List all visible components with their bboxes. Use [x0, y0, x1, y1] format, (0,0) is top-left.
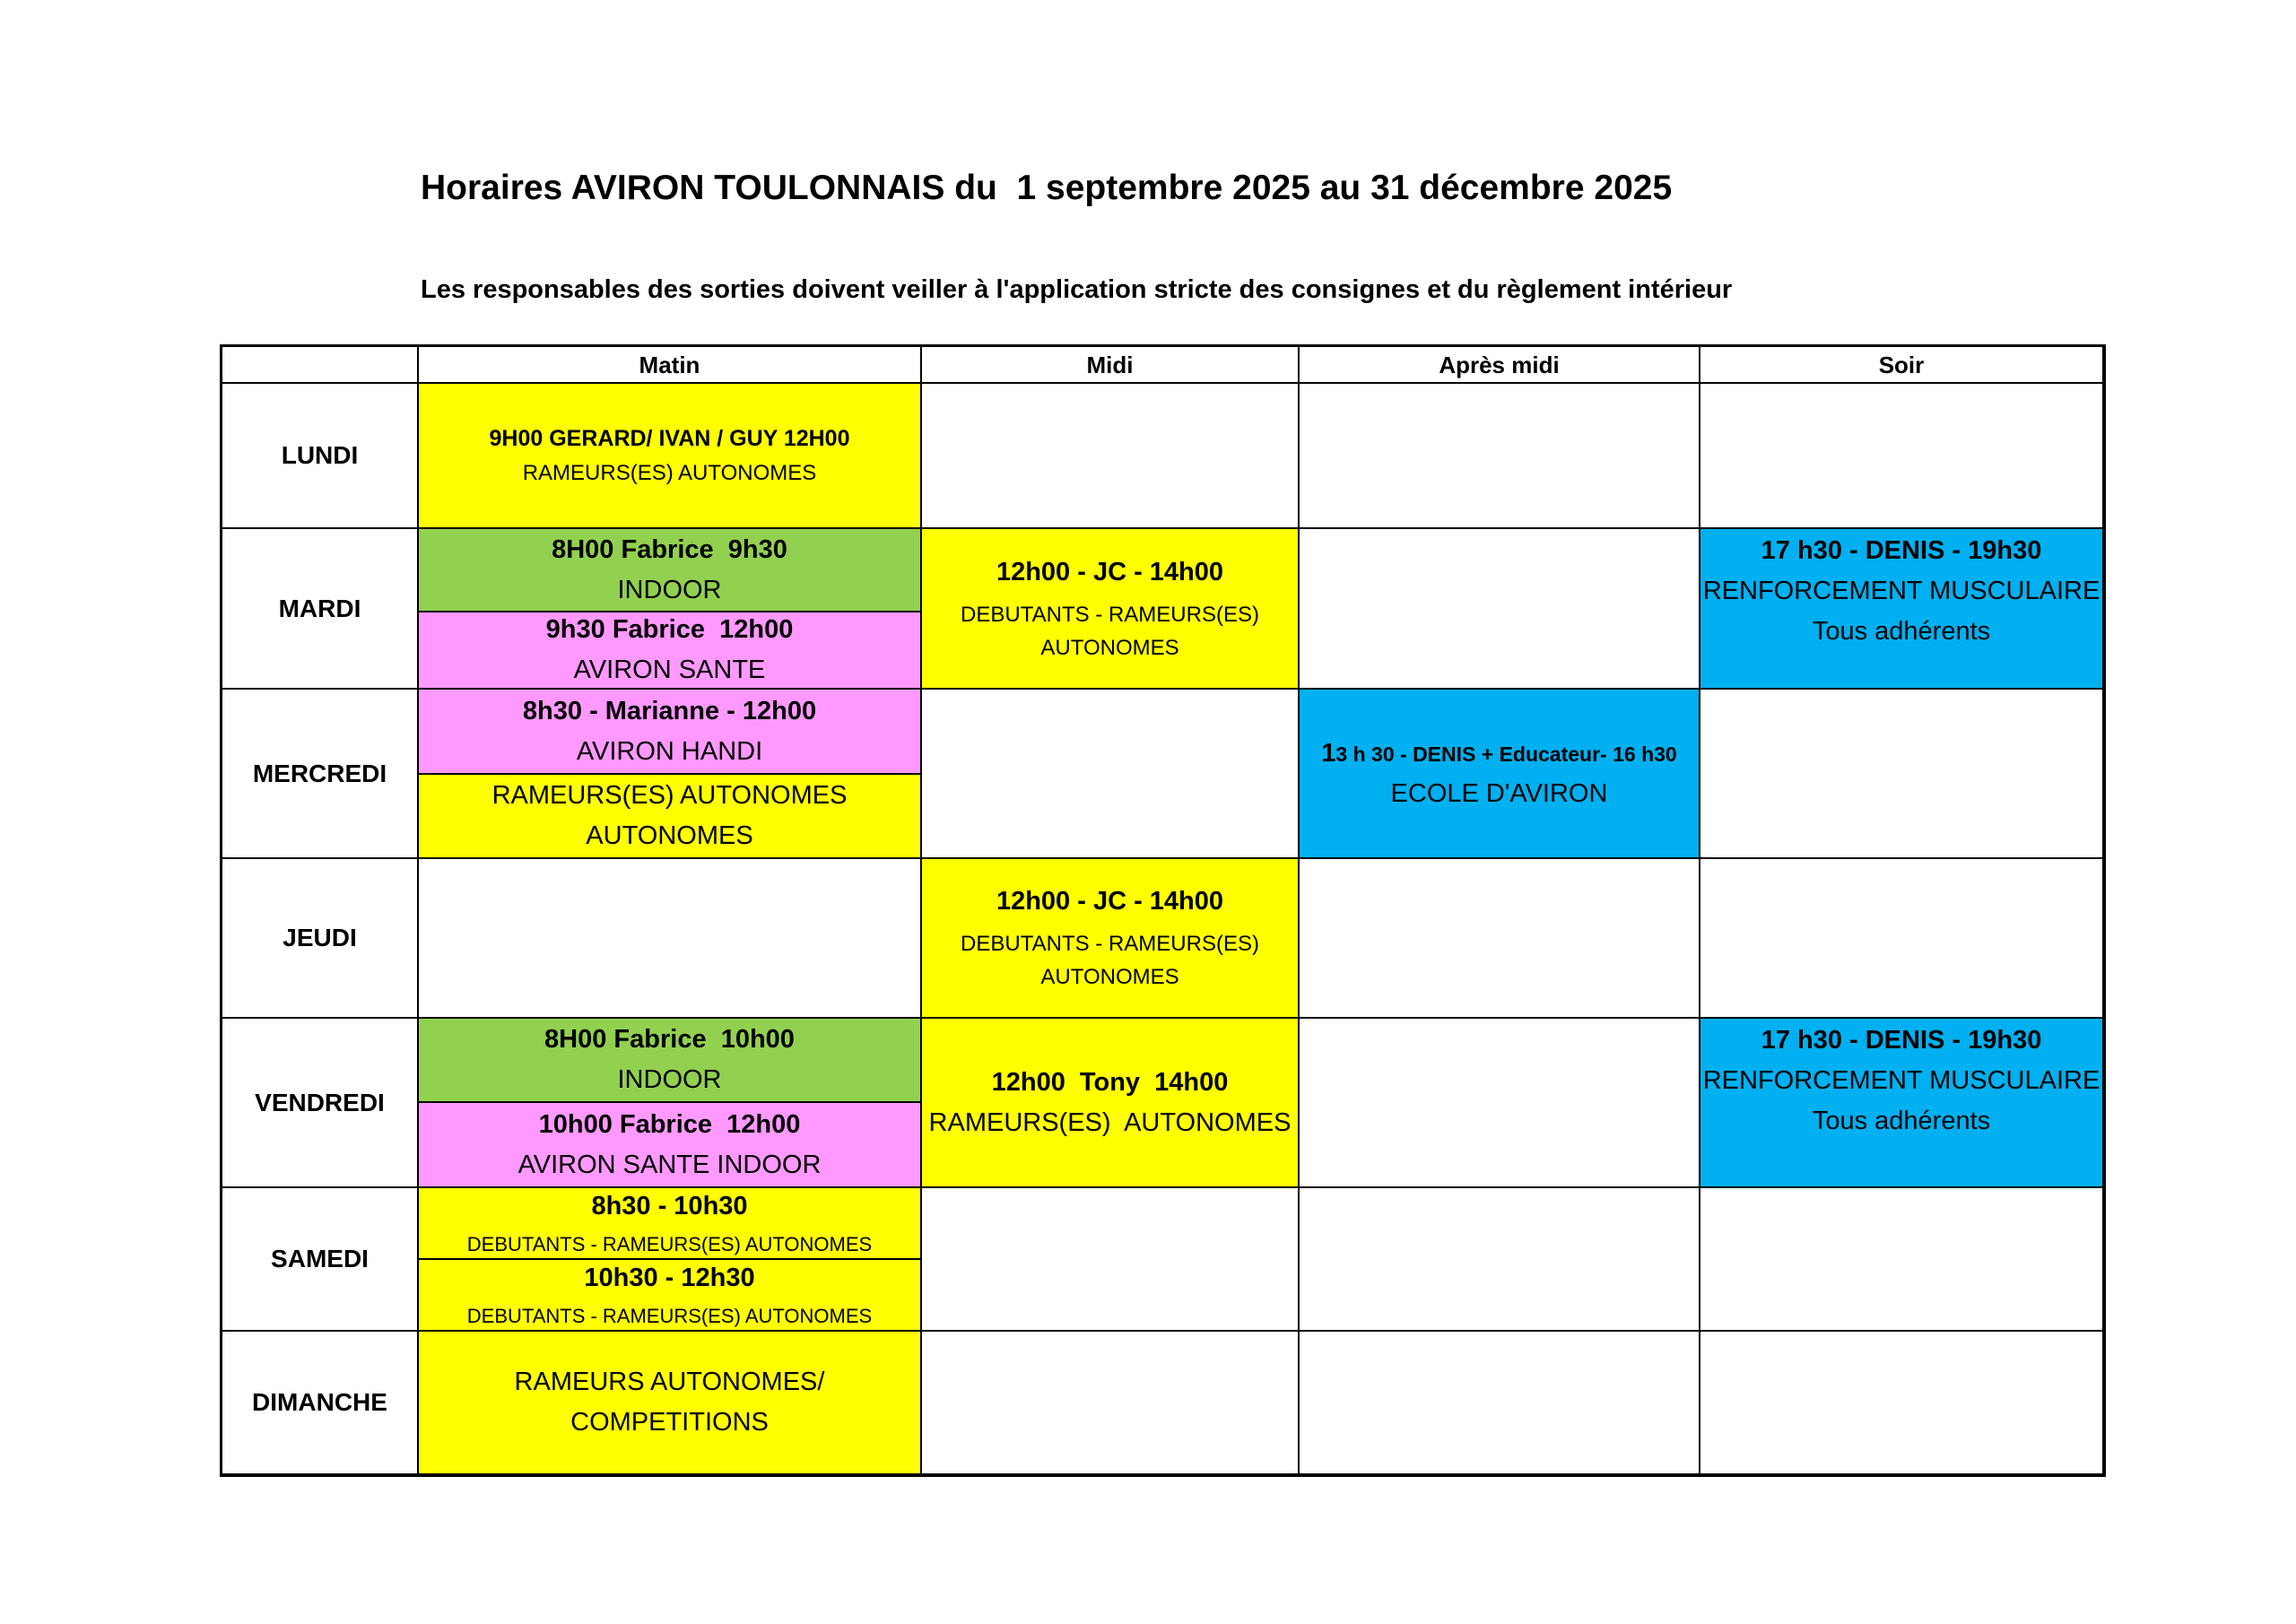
- mercredi-matin-1-time: 8h30 - Marianne - 12h00: [522, 696, 817, 725]
- mardi-matin-2-time: 9h30 Fabrice 12h00: [545, 615, 794, 645]
- jeudi-matin-cell: [417, 857, 922, 1019]
- mercredi-matin-2-group: RAMEURS(ES) AUTONOMES: [491, 781, 848, 811]
- mardi-matin-cell-2: [417, 611, 922, 690]
- mercredi-apres-midi-activity: ECOLE D'AVIRON: [1390, 778, 1608, 808]
- vendredi-matin-1-time: 8H00 Fabrice 10h00: [544, 1025, 795, 1055]
- samedi-soir-cell: [1699, 1186, 2104, 1332]
- samedi-matin-2-time: 10h30 - 12h30: [584, 1263, 755, 1292]
- mardi-soir-activity: RENFORCEMENT MUSCULAIRE: [1702, 576, 2100, 605]
- vendredi-midi-group: RAMEURS(ES) AUTONOMES: [928, 1107, 1292, 1137]
- jeudi-midi-time: 12h00 - JC - 14h00: [996, 887, 1224, 916]
- mardi-midi-group-2: AUTONOMES: [1040, 635, 1179, 660]
- jeudi-midi-cell: [920, 857, 1300, 1019]
- jeudi-soir-cell: [1699, 857, 2104, 1019]
- mardi-apres-midi-cell: [1298, 527, 1700, 690]
- mardi-soir-time: 17 h30 - DENIS - 19h30: [1761, 536, 2042, 565]
- mercredi-matin-1-group: AVIRON HANDI: [576, 736, 763, 766]
- mercredi-apres-midi-time: 13 h 30 - DENIS + Educateur- 16 h30: [1321, 738, 1677, 768]
- vendredi-matin-1-group: INDOOR: [617, 1065, 722, 1094]
- mardi-midi-group-1: DEBUTANTS - RAMEURS(ES): [961, 602, 1259, 627]
- dimanche-apres-midi-cell: [1298, 1330, 1700, 1475]
- vendredi-matin-cell-2: [417, 1101, 922, 1188]
- mardi-matin-2-group: AVIRON SANTE: [573, 656, 766, 684]
- day-vendredi: VENDREDI: [221, 1017, 419, 1188]
- header-matin: Matin: [417, 345, 922, 384]
- samedi-matin-2-group: DEBUTANTS - RAMEURS(ES) AUTONOMES: [466, 1304, 873, 1327]
- vendredi-soir-activity: RENFORCEMENT MUSCULAIRE: [1702, 1065, 2100, 1095]
- day-samedi: SAMEDI: [221, 1186, 419, 1332]
- vendredi-midi-time: 12h00 Tony 14h00: [991, 1067, 1229, 1097]
- dimanche-soir-cell: [1699, 1330, 2104, 1475]
- day-jeudi: JEUDI: [221, 857, 419, 1019]
- samedi-matin-cell-2: [417, 1258, 922, 1332]
- mardi-matin-cell-1: [417, 527, 922, 612]
- dimanche-matin-cell: [417, 1330, 922, 1475]
- mercredi-midi-cell: [920, 688, 1300, 859]
- samedi-apres-midi-cell: [1298, 1186, 1700, 1332]
- mardi-matin-1-time: 8H00 Fabrice 9h30: [552, 534, 787, 564]
- day-mardi: MARDI: [221, 527, 419, 690]
- lundi-matin-cell: [417, 382, 922, 529]
- mercredi-matin-cell-2: [417, 773, 922, 859]
- dimanche-matin-group: RAMEURS AUTONOMES/: [514, 1368, 825, 1397]
- mercredi-apres-midi-cell: [1298, 688, 1700, 859]
- dimanche-midi-cell: [920, 1330, 1300, 1475]
- vendredi-matin-cell-1: [417, 1017, 922, 1103]
- mardi-matin-1-group: INDOOR: [617, 575, 722, 604]
- vendredi-midi-cell: [920, 1017, 1300, 1188]
- mercredi-matin-cell-1: [417, 688, 922, 775]
- header-apres-midi: Après midi: [1298, 345, 1700, 384]
- vendredi-soir-cell: [1699, 1017, 2104, 1188]
- jeudi-midi-group-2: AUTONOMES: [1040, 965, 1179, 990]
- mercredi-soir-cell: [1699, 688, 2104, 859]
- lundi-matin-time: 9H00 GERARD/ IVAN / GUY 12H00: [489, 426, 850, 452]
- vendredi-soir-time: 17 h30 - DENIS - 19h30: [1761, 1026, 2042, 1055]
- dimanche-matin-group-2: COMPETITIONS: [570, 1408, 769, 1437]
- vendredi-matin-2-time: 10h00 Fabrice 12h00: [538, 1109, 801, 1139]
- samedi-midi-cell: [920, 1186, 1300, 1332]
- mardi-soir-audience: Tous adhérents: [1812, 616, 1991, 646]
- header-midi: Midi: [920, 345, 1300, 384]
- lundi-midi-cell: [920, 382, 1300, 529]
- mardi-midi-time: 12h00 - JC - 14h00: [996, 557, 1224, 586]
- jeudi-midi-group-1: DEBUTANTS - RAMEURS(ES): [961, 932, 1259, 957]
- lundi-matin-group: RAMEURS(ES) AUTONOMES: [522, 460, 817, 485]
- page-title: Horaires AVIRON TOULONNAIS du 1 septembre 2025 au 31 décembre 2025: [421, 169, 1673, 207]
- lundi-soir-cell: [1699, 382, 2104, 529]
- header-soir: Soir: [1699, 345, 2104, 384]
- mardi-midi-cell: [920, 527, 1300, 690]
- mardi-soir-cell: [1699, 527, 2104, 690]
- day-mercredi: MERCREDI: [221, 688, 419, 859]
- vendredi-apres-midi-cell: [1298, 1017, 1700, 1188]
- jeudi-apres-midi-cell: [1298, 857, 1700, 1019]
- lundi-apres-midi-cell: [1298, 382, 1700, 529]
- mercredi-matin-2-group-2: AUTONOMES: [586, 821, 753, 850]
- samedi-matin-cell-1: [417, 1186, 922, 1260]
- day-lundi: LUNDI: [221, 382, 419, 529]
- vendredi-soir-audience: Tous adhérents: [1812, 1106, 1991, 1135]
- vendredi-matin-2-group: AVIRON SANTE INDOOR: [517, 1150, 822, 1179]
- header-empty-cell: [221, 345, 419, 384]
- samedi-matin-1-time: 8h30 - 10h30: [591, 1191, 748, 1220]
- page-subtitle: Les responsables des sorties doivent veiller à l'application stricte des consignes et du règlement intérieur: [421, 275, 1733, 304]
- day-dimanche: DIMANCHE: [221, 1330, 419, 1475]
- samedi-matin-1-group: DEBUTANTS - RAMEURS(ES) AUTONOMES: [466, 1232, 873, 1255]
